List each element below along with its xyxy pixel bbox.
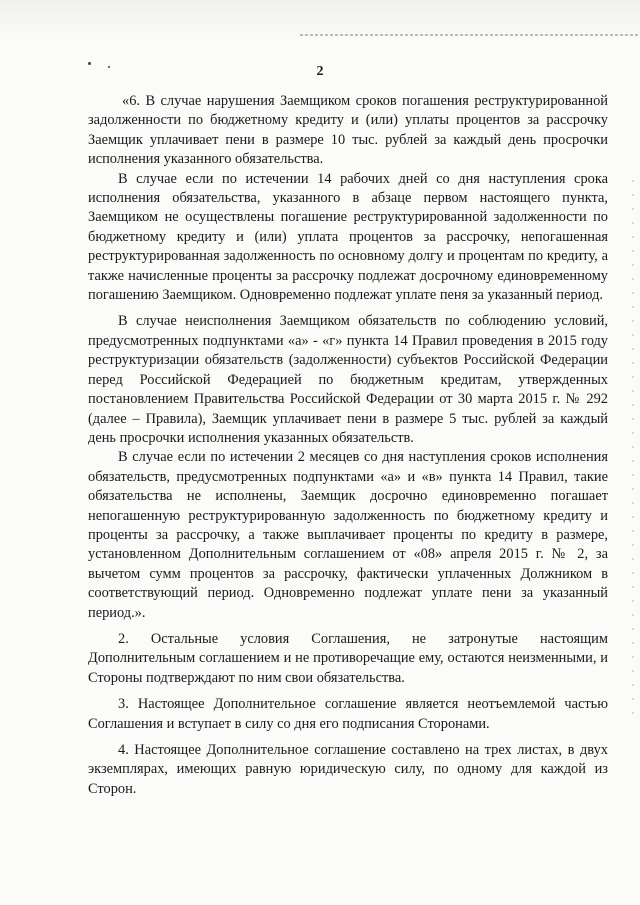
- paragraph-clause-3: 3. Настоящее Дополнительное соглашение является неотъемлемой частью Соглашения и вступает в силу со дня его подписания Сторонами.: [88, 696, 608, 732]
- paragraph-clause-4: 4. Настоящее Дополнительное соглашение составлено на трех листах, в двух экземплярах, имеющих равную юридическую силу, по одному для каждой из Сторон.: [88, 742, 608, 797]
- document-body: [88, 92, 608, 799]
- paragraph-clause-2: 2. Остальные условия Соглашения, не затронутые настоящим Дополнительным соглашением и не противоречащие ему, остаются неизменными, и Стороны подтверждают по ним свои обязательства.: [88, 630, 608, 686]
- paragraph-two-month-default: В случае если по истечении 2 месяцев со дня наступления сроков исполнения обязательств, предусмотренных подпунктами «а» и «в» пункта 14 Правил, такие обязательства не исполнены, Заемщик досрочно единовременно погашает непогашенную реструктурированную задолженность по бюджетному кредиту и проценты за рассрочку, а также выплачивает проценты по кредиту в размере, установленном Дополнительным соглашением от «08» апреля 2015 г. № 2, за вычетом сумм процентов за рассрочку, фактически уплаченных Должником в соответствующий период. Одновременно подлежат уплате пени за указанный период.».: [88, 449, 608, 621]
- scan-right-edge: [632, 180, 634, 720]
- paragraph-penalty-clause-6: «6. В случае нарушения Заемщиком сроков погашения реструктурированной задолженности по бюджетному кредиту и (или) уплаты процентов за рассрочку Заемщик уплачивает пени в размере 10 тыс. рублей за каждый день просрочки исполнения указанного обязательства.: [88, 93, 608, 168]
- paragraph-early-repayment: В случае если по истечении 14 рабочих дней со дня наступления срока исполнения обязательства, указанного в абзаце первом настоящего пункта, Заемщиком не осуществлены погашение реструктурированной задолженности по бюджетному кредиту и (или) уплата процентов за рассрочку, непогашенная реструктурированная задолженность по основному долгу и процентам по кредиту, а также начисленные проценты за рассрочку подлежат досрочному единовременному погашению Заемщиком. Одновременно подлежат уплате пеня за указанный период.: [88, 170, 608, 304]
- paragraph-conditions-violation: В случае неисполнения Заемщиком обязательств по соблюдению условий, предусмотренных подпунктами «а» - «г» пункта 14 Правил проведения в 2015 году реструктуризации обязательств (задолженности) субъектов Российской Федерации перед Российской Федерацией по бюджетным кредитам, утвержденных постановлением Правительства Российской Федерации от 30 марта 2015 г. № 292 (далее – Правила), Заемщик уплачивает пени в размере 5 тыс. рублей за каждый день просрочки исполнения указанных обязательств.: [88, 313, 608, 446]
- page-number: 2: [316, 64, 324, 79]
- scan-artifact-line: [300, 34, 640, 36]
